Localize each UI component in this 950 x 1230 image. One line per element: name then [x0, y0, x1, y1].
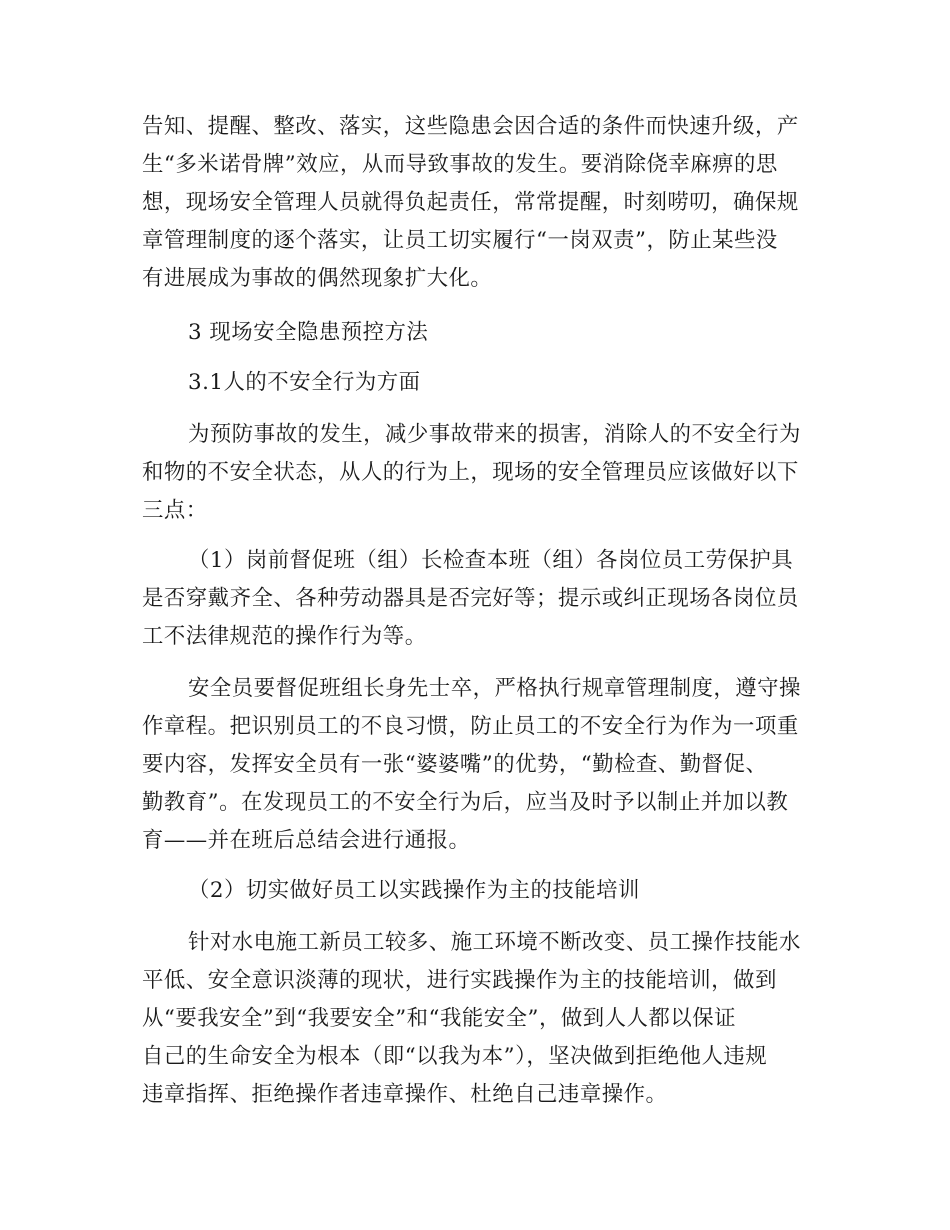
paragraph-line: 平低、安全意识淡薄的现状，进行实践操作为主的技能培训，做到 — [142, 968, 777, 993]
paragraph-line: 章管理制度的逐个落实，让员工切实履行“一岗双责”，防止某些没 — [142, 228, 778, 253]
paragraph-line: 育——并在班后总结会进行通报。 — [142, 828, 471, 853]
paragraph-line: 和物的不安全状态，从人的行为上，现场的安全管理员应该做好以下 — [142, 460, 799, 485]
paragraph-line: 告知、提醒、整改、落实，这些隐患会因合适的条件而快速升级，产 — [142, 114, 799, 139]
paragraph-line: 想，现场安全管理人员就得负起责任，常常提醒，时刻唠叨，确保规 — [142, 190, 799, 215]
list-item-line: 是否穿戴齐全、各种劳动器具是否完好等；提示或纠正现场各岗位员 — [142, 586, 799, 611]
paragraph-line: 有进展成为事故的偶然现象扩大化。 — [142, 266, 493, 291]
paragraph-line: 违章指挥、拒绝操作者违章操作、杜绝自己违章操作。 — [142, 1082, 668, 1107]
paragraph-line: 针对水电施工新员工较多、施工环境不断改变、员工操作技能水 — [188, 930, 801, 955]
list-item-line: （2）切实做好员工以实践操作为主的技能培训 — [188, 878, 640, 903]
paragraph-line: 要内容，发挥安全员有一张“婆婆嘴”的优势，“勤检查、勤督促、 — [142, 752, 768, 777]
paragraph-line: 自己的生命安全为根本（即“以我为本”），坚决做到拒绝他人违规 — [142, 1044, 768, 1069]
paragraph-line: 从“要我安全”到“我要安全”和“我能安全”，做到人人都以保证 — [142, 1006, 736, 1031]
subsection-heading: 3.1人的不安全行为方面 — [188, 370, 421, 395]
paragraph-line: 勤教育”。在发现员工的不安全行为后，应当及时予以制止并加以教 — [142, 790, 789, 815]
paragraph-line: 为预防事故的发生，减少事故带来的损害，消除人的不安全行为 — [188, 422, 801, 447]
paragraph-line: 安全员要督促班组长身先士卒，严格执行规章管理制度，遵守操 — [188, 676, 801, 701]
section-heading: 3 现场安全隐患预控方法 — [188, 320, 429, 345]
paragraph-line: 三点： — [142, 498, 208, 523]
list-item-line: （1）岗前督促班（组）长检查本班（组）各岗位员工劳保护具 — [188, 548, 794, 573]
paragraph-line: 生“多米诺骨牌”效应，从而导致事故的发生。要消除侥幸麻痹的思 — [142, 152, 778, 177]
list-item-line: 工不法律规范的操作行为等。 — [142, 624, 427, 649]
paragraph-line: 作章程。把识别员工的不良习惯，防止员工的不安全行为作为一项重 — [142, 714, 799, 739]
